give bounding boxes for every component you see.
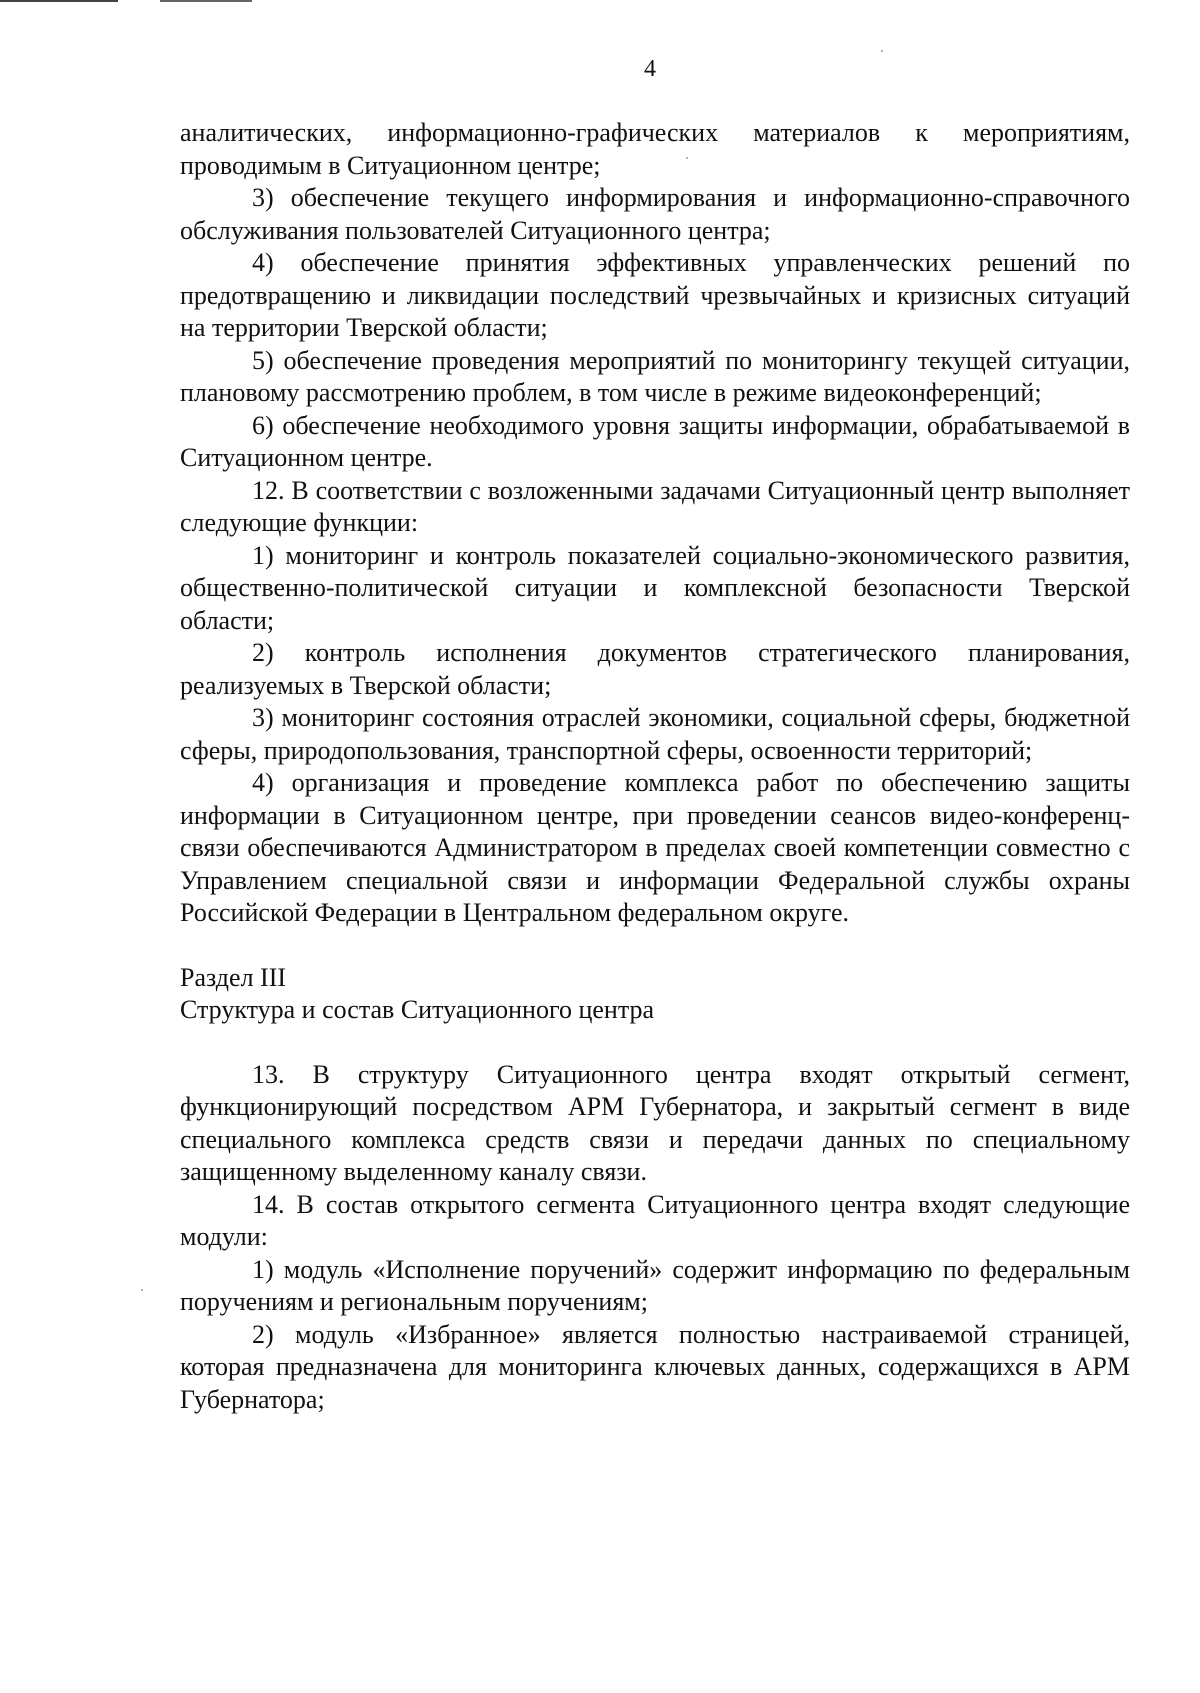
document-body — [180, 117, 1130, 1416]
paragraph: 1) модуль «Исполнение поручений» содержит информацию по федеральным поручениям и региональным поручениям; — [180, 1254, 1130, 1316]
page-number: 4 — [644, 56, 656, 82]
paragraph: 1) мониторинг и контроль показателей социально-экономического развития, общественно-политической ситуации и комплексной безопасности Тверской области; — [180, 540, 1130, 635]
scan-speck — [141, 1289, 143, 1291]
paragraph: 2) модуль «Избранное» является полностью настраиваемой страницей, которая предназначена для мониторинга ключевых данных, содержащихся в АРМ Губернатора; — [180, 1319, 1130, 1414]
paragraph: 13. В структуру Ситуационного центра входят открытый сегмент, функционирующий посредством АРМ Губернатора, и закрытый сегмент в виде специального комплекса средств связи и передачи данных по специальному защищенному выделенному каналу связи. — [180, 1059, 1130, 1186]
scan-edge-mark — [160, 0, 252, 2]
paragraph: 3) мониторинг состояния отраслей экономики, социальной сферы, бюджетной сферы, природопользования, транспортной сферы, освоенности территорий; — [180, 703, 1130, 765]
paragraph: 2) контроль исполнения документов стратегического планирования, реализуемых в Тверской области; — [180, 638, 1130, 700]
paragraph: 3) обеспечение текущего информирования и информационно-справочного обслуживания пользователей Ситуационного центра; — [180, 183, 1130, 245]
paragraph: аналитических, информационно-графических материалов к мероприятиям, проводимым в Ситуационном центре; — [180, 118, 1130, 180]
scan-speck — [881, 50, 883, 52]
paragraph: 12. В соответствии с возложенными задачами Ситуационный центр выполняет следующие функции: — [180, 475, 1130, 537]
paragraph: 6) обеспечение необходимого уровня защиты информации, обрабатываемой в Ситуационном центре. — [180, 410, 1130, 472]
scan-edge-mark — [0, 0, 118, 2]
paragraph: 5) обеспечение проведения мероприятий по мониторингу текущей ситуации, плановому рассмотрению проблем, в том числе в режиме видеоконференций; — [180, 345, 1130, 407]
paragraph: 14. В состав открытого сегмента Ситуационного центра входят следующие модули: — [180, 1189, 1130, 1251]
paragraph: 4) организация и проведение комплекса работ по обеспечению защиты информации в Ситуационном центре, при проведении сеансов видео-конференц-связи обеспечиваются Администратором в пределах своей компетенции совместно с Управлением специальной связи и информации Федеральной службы охраны Российской Федерации в Центральном федеральном округе. — [180, 768, 1130, 927]
paragraph: 4) обеспечение принятия эффективных управленческих решений по предотвращению и ликвидации последствий чрезвычайных и кризисных ситуаций на территории Тверской области; — [180, 248, 1130, 342]
paragraphs-top — [180, 117, 1130, 930]
section-label: Раздел III — [180, 962, 287, 992]
paragraphs-bottom — [180, 1059, 1130, 1417]
section-title: Структура и состав Ситуационного центра — [180, 995, 655, 1024]
section-spacer — [180, 1027, 1130, 1059]
